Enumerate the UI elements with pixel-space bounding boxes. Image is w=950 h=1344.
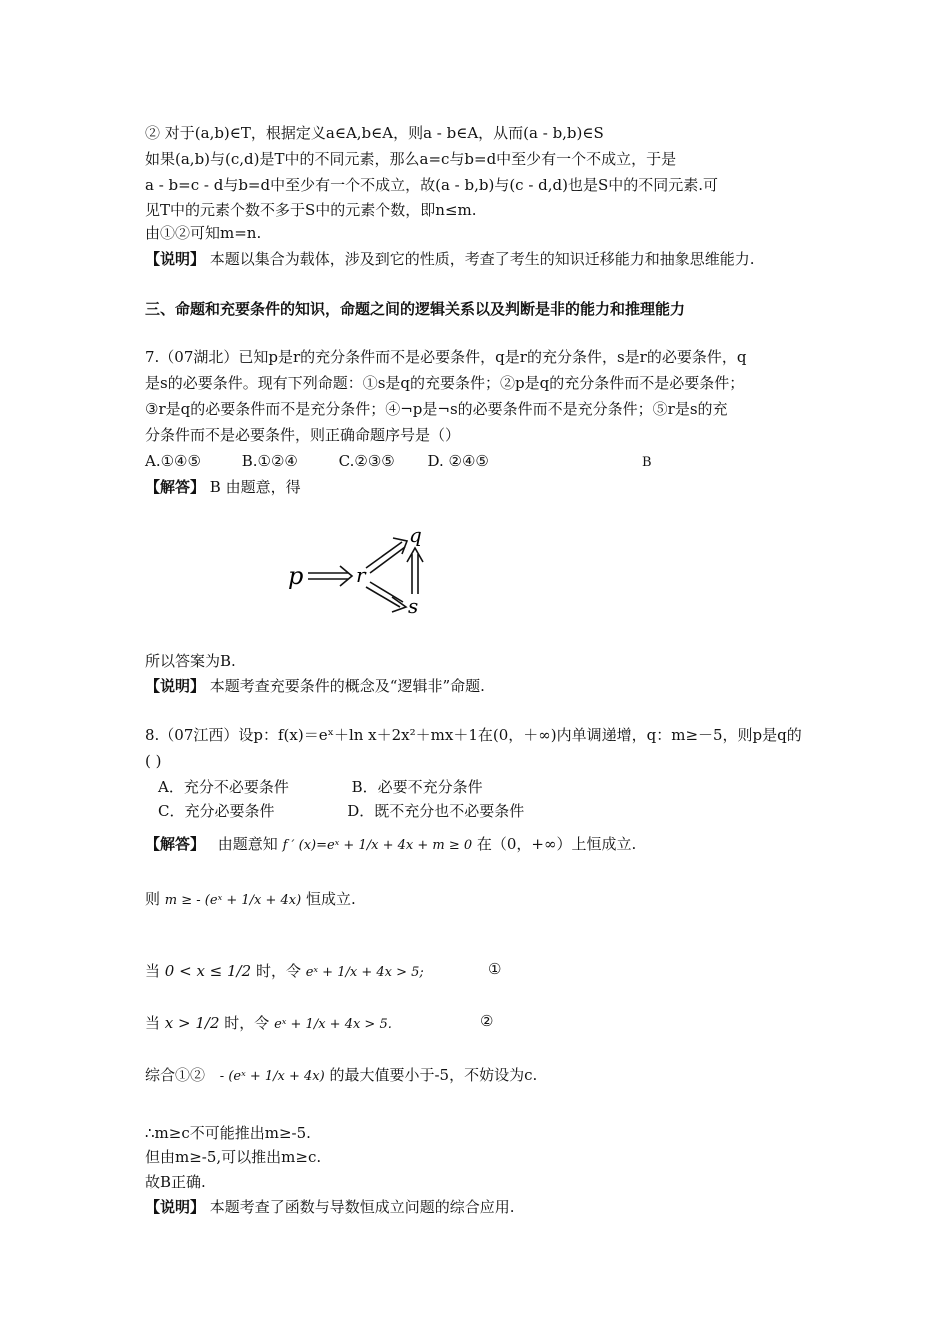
q7-conclusion: 所以答案为B.: [145, 652, 236, 670]
solution-label: 【解答】: [145, 835, 206, 853]
q8-options-row-2: [158, 800, 524, 822]
note-label: 【说明】: [145, 677, 206, 695]
step2-expr: eˣ + 1/x + 4x > 5;: [305, 965, 424, 980]
step2-tag: ①: [488, 960, 502, 978]
solution-post: 在（0，+∞）上恒成立.: [476, 835, 637, 853]
note-text: 本题以集合为载体，涉及到它的性质，考查了考生的知识迁移能力和抽象思维能力.: [209, 250, 755, 268]
step-4: [145, 1064, 537, 1088]
q7-solution: [145, 476, 301, 498]
section-heading: 三、命题和充要条件的知识，命题之间的逻辑关系以及判断是非的能力和推理能力: [145, 300, 686, 318]
answer-mark: B: [642, 455, 652, 470]
implication-diagram: [280, 520, 450, 620]
q7-line-2: 是s的必要条件。现有下列命题：①s是q的充要条件；②p是q的充分条件而不是必要条件；: [145, 374, 745, 392]
q7-line-3: ③r是q的必要条件而不是充分条件；④¬p是¬s的必要条件而不是充分条件；⑤r是s的充: [145, 400, 728, 418]
note-text: 本题考查充要条件的概念及“逻辑非”命题.: [209, 677, 485, 695]
step2-mid: 时，令: [255, 962, 301, 980]
step1-pre: 则: [145, 890, 161, 908]
arrow-p-r: [308, 566, 352, 586]
step1-post: 恒成立.: [305, 890, 356, 908]
solution-text: B 由题意，得: [209, 478, 301, 496]
q8-line-5: ∴m≥c不可能推出m≥-5.: [145, 1124, 311, 1142]
q7-line-1: 7.（07湖北）已知p是r的充分条件而不是必要条件，q是r的充分条件，s是r的必要条件，q: [145, 348, 747, 366]
node-r: r: [356, 563, 366, 587]
arrow-r-q: [366, 538, 407, 573]
step-3: [145, 1012, 392, 1036]
step2-pre: 当: [145, 962, 161, 980]
step4-pre: 综合①②: [145, 1066, 206, 1084]
proof-line-4: 见T中的元素个数不多于S中的元素个数，即n≤m.: [145, 201, 477, 219]
proof-line-1: ② 对于(a,b)∈T，根据定义a∈A,b∈A，则a - b∈A，从而(a - b,b)∈S: [145, 124, 604, 142]
q7-note: [145, 675, 485, 697]
step-1: [145, 888, 356, 912]
q8-line-7: 故B正确.: [145, 1173, 206, 1191]
option-c: C．充分必要条件: [158, 802, 275, 820]
step3-tag: ②: [480, 1012, 494, 1030]
step2-cond: 0 < x ≤ 1/2: [164, 962, 252, 980]
step1-expr: m ≥ - (eˣ + 1/x + 4x): [164, 893, 302, 908]
arrow-s-q: [407, 548, 423, 594]
proof-line-2: 如果(a,b)与(c,d)是T中的不同元素，那么a=c与b=d中至少有一个不成立，于是: [145, 150, 677, 168]
step3-cond: x > 1/2: [164, 1014, 220, 1032]
node-p: p: [288, 562, 304, 590]
step4-expr: - (eˣ + 1/x + 4x): [219, 1069, 325, 1084]
step-2: [145, 960, 424, 984]
solution-pre: 由题意知: [217, 835, 278, 853]
option-b: B．必要不充分条件: [351, 778, 483, 796]
option-c: C.②③⑤: [338, 452, 395, 470]
step3-mid: 时，令: [224, 1014, 270, 1032]
q8-line-2: ( ): [145, 752, 162, 770]
step4-post: 的最大值要小于-5，不妨设为c.: [329, 1066, 538, 1084]
proof-line-3: a - b=c - d与b=d中至少有一个不成立，故(a - b,b)与(c - d,d)也是S中的不同元素.可: [145, 176, 719, 194]
step3-expr: eˣ + 1/x + 4x > 5.: [274, 1017, 392, 1032]
q8-line-1: 8.（07江西）设p：f(x)＝eˣ＋ln x＋2x²＋mx＋1在(0，＋∞)内单调递增，q：m≥－5，则p是q的: [145, 726, 802, 744]
q7-line-4: 分条件而不是必要条件，则正确命题序号是（）: [145, 426, 461, 444]
step3-pre: 当: [145, 1014, 161, 1032]
proof-note: [145, 248, 755, 270]
option-a: A．充分不必要条件: [158, 778, 289, 796]
q8-note: [145, 1196, 515, 1218]
note-label: 【说明】: [145, 250, 206, 268]
q8-options-row-1: [158, 776, 483, 798]
solution-label: 【解答】: [145, 478, 206, 496]
proof-line-5: 由①②可知m=n.: [145, 224, 262, 242]
node-s: s: [408, 594, 419, 618]
option-d: D. ②④⑤: [427, 452, 489, 470]
node-q: q: [409, 523, 422, 547]
note-label: 【说明】: [145, 1198, 206, 1216]
option-d: D．既不充分也不必要条件: [347, 802, 525, 820]
q8-solution: [145, 833, 636, 857]
option-b: B.①②④: [241, 452, 298, 470]
q8-line-6: 但由m≥-5,可以推出m≥c.: [145, 1148, 322, 1166]
option-a: A.①④⑤: [145, 452, 201, 470]
q7-options: [145, 450, 489, 472]
arrow-r-s: [366, 582, 406, 612]
note-text: 本题考查了函数与导数恒成立问题的综合应用.: [209, 1198, 515, 1216]
solution-expr: f ′ (x)=eˣ + 1/x + 4x + m ≥ 0: [282, 838, 473, 853]
